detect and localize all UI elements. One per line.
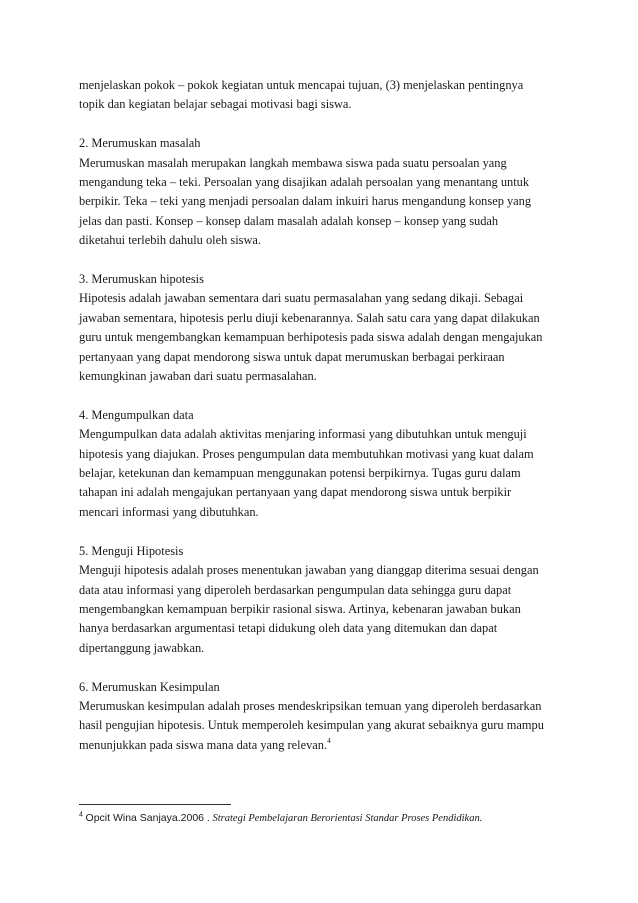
text-line: Menguji hipotesis adalah proses menentukan jawaban yang dianggap diterima sesuai dengan bbox=[79, 563, 539, 578]
document-body bbox=[79, 76, 569, 755]
intro-paragraph bbox=[79, 76, 569, 115]
text-line: data atau informasi yang diperoleh berdasarkan pengumpulan data sehingga guru dapat bbox=[79, 582, 512, 597]
text-line: dipertanggung jawabkan. bbox=[79, 640, 205, 655]
section-heading: 4. Mengumpulkan data bbox=[79, 407, 194, 422]
text-line: jelas dan pasti. Konsep – konsep dalam masalah adalah konsep – konsep yang sudah bbox=[79, 213, 499, 228]
text-line: jawaban sementara, hipotesis perlu diuji kebenarannya. Salah satu cara yang dapat dilakukan bbox=[79, 310, 540, 325]
section-heading: 3. Merumuskan hipotesis bbox=[79, 272, 204, 287]
footnote-number: 4 bbox=[79, 811, 83, 819]
text-line: hipotesis yang diajukan. Proses pengumpulan data membutuhkan motivasi yang kuat dalam bbox=[79, 446, 534, 461]
footnote-end: . bbox=[479, 813, 483, 824]
text-line: menunjukkan pada siswa mana data yang relevan. bbox=[79, 737, 328, 752]
text-line: diketahui terlebih dahulu oleh siswa. bbox=[79, 233, 262, 248]
text-line: berpikir. Teka – teki yang menjadi persoalan dalam inkuiri harus mengandung konsep yang bbox=[79, 194, 532, 209]
text-line: hanya berdasarkan argumentasi tetapi didukung oleh data yang ditemukan dan dapat bbox=[79, 621, 498, 636]
text-line: menjelaskan pokok – pokok kegiatan untuk mencapai tujuan, (3) menjelaskan pentingnya bbox=[79, 78, 524, 92]
footnote-author: Opcit Wina Sanjaya.2006 . bbox=[85, 812, 210, 824]
text-line-with-footnote bbox=[79, 736, 569, 755]
text-line: pertanyaan yang dapat mendorong siswa untuk dapat merumuskan berbagai perkiraan bbox=[79, 349, 505, 364]
text-line: belajar, ketekunan dan kemampuan menggunakan potensi berpikirnya. Tugas guru dalam bbox=[79, 466, 521, 481]
section-heading: 6. Merumuskan Kesimpulan bbox=[79, 679, 220, 694]
text-line: topik dan kegiatan belajar sebagai motivasi bagi siswa. bbox=[79, 97, 352, 112]
text-line: mengembangkan kemampuan berpikir rasional siswa. Artinya, kebenaran jawaban bukan bbox=[79, 601, 521, 616]
footnote-title: Strategi Pembelajaran Berorientasi Standar Proses Pendidikan bbox=[212, 813, 480, 824]
section-merumuskan-kesimpulan bbox=[79, 678, 569, 756]
text-line: guru untuk mengembangkan kemampuan berhipotesis pada siswa adalah dengan mengajukan bbox=[79, 330, 543, 345]
section-heading: 2. Merumuskan masalah bbox=[79, 136, 201, 151]
text-line: tahapan ini adalah mengajukan pertanyaan yang dapat mendorong siswa untuk berpikir bbox=[79, 485, 512, 500]
text-line: Merumuskan masalah merupakan langkah membawa siswa pada suatu persoalan yang bbox=[79, 155, 507, 170]
text-line: Mengumpulkan data adalah aktivitas menjaring informasi yang dibutuhkan untuk menguji bbox=[79, 427, 527, 442]
text-line: Hipotesis adalah jawaban sementara dari suatu permasalahan yang sedang dikaji. Sebagai bbox=[79, 291, 524, 306]
text-line: hasil pengujian hipotesis. Untuk memperoleh kesimpulan yang akurat sebaiknya guru mampu bbox=[79, 718, 544, 733]
section-heading: 5. Menguji Hipotesis bbox=[79, 543, 184, 558]
section-merumuskan-hipotesis bbox=[79, 270, 569, 386]
section-mengumpulkan-data bbox=[79, 406, 569, 522]
text-line: kemungkinan jawaban dari suatu permasalahan. bbox=[79, 369, 317, 384]
text-line: mengandung teka – teki. Persoalan yang disajikan adalah persoalan yang menantang untuk bbox=[79, 175, 530, 190]
text-line: mencari informasi yang dibutuhkan. bbox=[79, 504, 259, 519]
footnote-separator bbox=[79, 804, 231, 805]
section-merumuskan-masalah bbox=[79, 134, 569, 250]
section-menguji-hipotesis bbox=[79, 542, 569, 658]
footnote-reference[interactable]: 4 bbox=[327, 735, 331, 745]
text-line: Merumuskan kesimpulan adalah proses mendeskripsikan temuan yang diperoleh berdasarkan bbox=[79, 698, 542, 713]
footnote bbox=[79, 811, 482, 826]
